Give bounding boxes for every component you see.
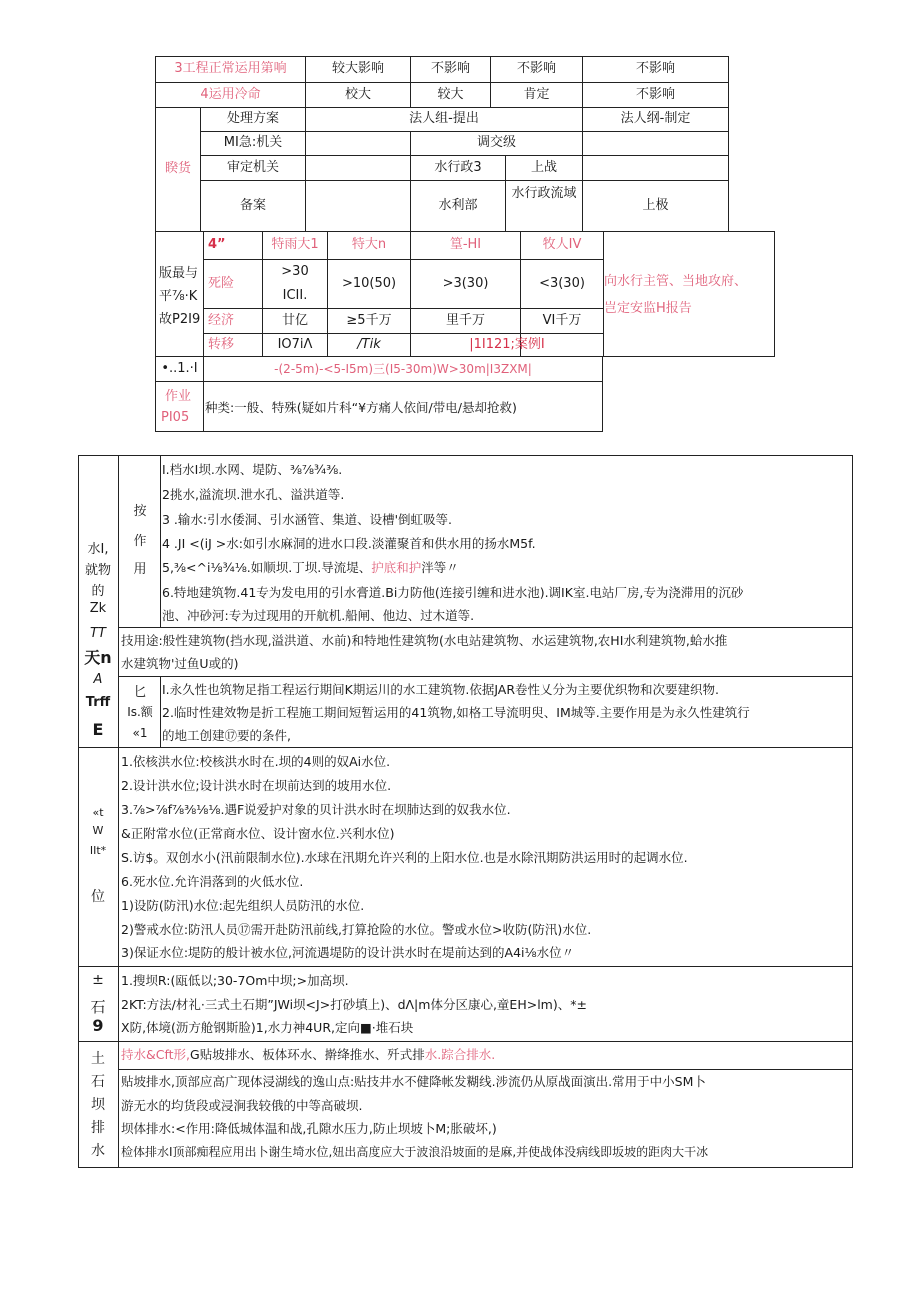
list-item: 贴坡排水,顶部应高广现体浸湖线的逸山点:贴技井水不健降帐发糊线.涉流仍从原战面演出.常用于中小SM卜 xyxy=(121,1074,706,1089)
row-label: •..1.·I xyxy=(161,360,198,376)
list-item: 坝体排水:<作用:降低城体温和战,孔隙水压力,防止坝坡卜M;胀破坏,) xyxy=(121,1121,497,1136)
table-cell: 上战 xyxy=(530,159,557,175)
list-item: 6.特地建筑物.41专为发电用的引水膏道.Bi力防他(连接引缠和进水池).调IK室.电站厂房,专为浇滞用的沉砂 xyxy=(162,585,744,600)
grade-header: 篁-HI xyxy=(449,237,482,253)
row-label: 经济 xyxy=(208,312,235,328)
table-cell: 廿亿 xyxy=(281,312,308,328)
table-cell: 里千万 xyxy=(445,312,485,328)
table-cell: 水行政流域 xyxy=(511,185,577,201)
section-side-label: 石 xyxy=(90,998,106,1016)
table-cell: 不影响 xyxy=(635,61,675,77)
table-cell: 法人组-提出 xyxy=(409,111,479,127)
list-item: 2KT:方法/材礼·三式土石期”JWi坝<J>打砂填上)、dΛ|m体分区康心,童EH>lm)、*± xyxy=(121,997,587,1012)
list-item: 2.临时性建效物是折工程施工期间短暂运用的41筑物,如格工导流明臾、IM城等.主要作用是为永久性建筑行 xyxy=(162,705,750,720)
row-label: MI急:机关 xyxy=(223,135,283,151)
row-label: 处理方案 xyxy=(226,111,279,127)
section-side-label: 位 xyxy=(91,889,105,905)
work-types: 种类:一般、特殊(疑如片科“¥方痛人依间/带电/悬却抢救) xyxy=(205,400,517,415)
table-cell: IO7iΛ xyxy=(277,336,313,352)
list-item: 2挑水,溢流坝.泄水孔、溢洪道等. xyxy=(162,487,345,502)
list-item: 1)设防(防汛)水位:起先组织人员防汛的水位. xyxy=(121,898,365,913)
row-label: 审定机关 xyxy=(226,159,279,175)
section-side-label: 水 xyxy=(91,1143,105,1159)
row-label: 作业 xyxy=(165,389,192,404)
table-cell: 较大 xyxy=(437,86,464,102)
list-item: 3.⅞>⅞f⅞⅜⅛⅛.遇F说爱护对象的贝计洪水时在坝肺达到的奴我水位. xyxy=(121,802,511,817)
list-item: I.档水I坝.水网、堤防、⅜⅞¾⅜. xyxy=(162,462,343,477)
grade-header: 特大n xyxy=(351,237,387,253)
table-cell: 不影响 xyxy=(635,86,675,102)
list-item: I.永久性也筑物足指工程运行期间K期运川的水工建筑物.依据JAR卷性乂分为主要优织物和次要建织物. xyxy=(162,682,720,697)
side-label: 版最与 xyxy=(159,266,199,281)
side-label: 平⅞·K xyxy=(159,289,198,304)
section-side-label: 9 xyxy=(92,1016,104,1035)
row-label: 死险 xyxy=(208,275,235,291)
list-item: 池、冲砂河:专为过现用的开航机.船闸、他边、过木道等. xyxy=(162,608,475,623)
drainage-types: 持水&Cft形,G贴坡排水、板体环水、擀绛推水、歼式排水.踪合排水. xyxy=(121,1047,496,1062)
sub-label: 按 xyxy=(133,504,147,519)
table-cell: 上极 xyxy=(642,197,669,213)
table-cell: 不影响 xyxy=(430,61,470,77)
table-cell: |1I121;案例I xyxy=(469,336,545,352)
table-cell: 校大 xyxy=(344,86,371,102)
list-item: 3 .输水:引水倭洞、引水涵管、集道、设槽'倒虹吸等. xyxy=(162,512,453,527)
grade-header: 特雨大1 xyxy=(271,237,319,253)
list-item: 2)警戒水位:防汛人员⑰需开赴防汛前线,打算抢险的水位。警或水位>收防(防汛)水位. xyxy=(121,922,592,937)
grade-header: 牧人IV xyxy=(542,237,582,253)
table-cell: 调交级 xyxy=(476,135,516,151)
section-side-label: 土 xyxy=(91,1051,105,1067)
table-cell: >30 xyxy=(281,263,309,279)
report-note: 向水行主管、当地攻府、 xyxy=(604,274,748,289)
section-side-label: «t xyxy=(92,806,104,819)
section-side-label: ± xyxy=(92,972,104,988)
report-note: 岂定安监H报告 xyxy=(604,301,692,316)
list-item: 6.死水位.允许涓落到的火低水位. xyxy=(121,874,304,889)
table-cell: 法人纲-制定 xyxy=(620,111,691,127)
side-label: 故P2I9 xyxy=(159,312,201,327)
use-class-text: 技用途:般性建筑物(挡水现,溢洪道、水前)和特地性建筑物(水电站建筑物、水运建筑物,农HI水利建筑物,蛤水推 xyxy=(121,633,728,648)
list-item: 游无水的均货段或浸涧我较俄的中等高破坝. xyxy=(121,1098,363,1113)
sub-label: «1 xyxy=(132,726,148,740)
sub-label: Is.额 xyxy=(127,705,153,719)
use-class-text: 水建筑物'过鱼U或的) xyxy=(121,656,239,671)
table-cell: 水行政3 xyxy=(434,159,482,175)
list-item: 4 .JI <(iJ >水:如引水麻洞的进水口段.淡灌聚首和供水用的扬水M5f. xyxy=(162,536,536,551)
list-item: &正附常水位(正常商水位、设计窗水位.兴利水位) xyxy=(121,826,395,841)
row-label: 4运用冷命 xyxy=(200,86,261,102)
row-label: 转移 xyxy=(208,336,235,352)
table-cell: <3(30) xyxy=(539,275,585,291)
row-label: 备案 xyxy=(239,197,266,213)
list-item: X防,体境(沥方舱钢斯脸)1,水力神4UR,定向■·堆石块 xyxy=(121,1020,414,1035)
row-label: PI05 xyxy=(161,410,190,425)
list-item: S.访$。双创水小(汛前限制水位).水球在汛期允许兴利的上阳水位.也是水除汛期防洪运用时的起调水位. xyxy=(121,850,688,865)
header-label: 4” xyxy=(208,237,226,253)
list-item: 2.设计洪水位;设计洪水时在坝前达到的坡用水位. xyxy=(121,778,392,793)
sub-label: 用 xyxy=(133,562,147,577)
section-side-label: 石 xyxy=(91,1074,105,1090)
height-grades: -(2-5m)-<5-I5m)三(I5-30m)W>30m|I3ZXM| xyxy=(274,361,532,376)
sub-label: 作 xyxy=(133,534,147,549)
sub-label: 匕 xyxy=(133,685,147,700)
table-cell: /Tik xyxy=(357,336,381,352)
list-item: 的地工创建⑰要的条件, xyxy=(162,728,291,743)
section-side-label: 睽货 xyxy=(164,161,191,177)
table-cell: 不影响 xyxy=(516,61,556,77)
section-side-label: 坝 xyxy=(91,1097,105,1113)
table-cell: 肯定 xyxy=(523,86,550,102)
section-side-label: IIt* xyxy=(89,844,107,857)
list-item: 3)保证水位:堤防的般计被水位,河流遇堤防的设计洪水时在堤前达到的A4i⅛水位〃 xyxy=(121,945,575,960)
table-cell: VI千万 xyxy=(542,312,582,328)
section-side-label: W xyxy=(92,824,104,837)
table-cell: >10(50) xyxy=(341,275,397,291)
table-cell: ≥5千万 xyxy=(346,312,392,328)
table-cell: >3(30) xyxy=(442,275,489,291)
table-cell: 较大影响 xyxy=(331,61,384,77)
row-label: 3工程正常运用第响 xyxy=(174,61,287,77)
table-cell: ICII. xyxy=(282,287,308,303)
section-side-label: 排 xyxy=(91,1120,105,1136)
table-cell: 水利部 xyxy=(438,197,478,213)
list-item: 5,⅜<^i⅛¾⅛.如顺坝.丁坝.导流堤、护底和护泮等〃 xyxy=(162,560,459,575)
list-item: 1.搜坝R:(瓯低以;30-7Om中坝;>加高坝. xyxy=(121,973,349,988)
list-item: 检体排水I顶部痴程应用出卜谢生埼水位,妞出高度应大于波浪沿坡面的是麻,并使战体没病线即坂坡的距肉大干冰 xyxy=(121,1145,709,1159)
list-item: 1.依核洪水位:校核洪水时在.坝的4则的奴Ai水位. xyxy=(121,754,391,769)
